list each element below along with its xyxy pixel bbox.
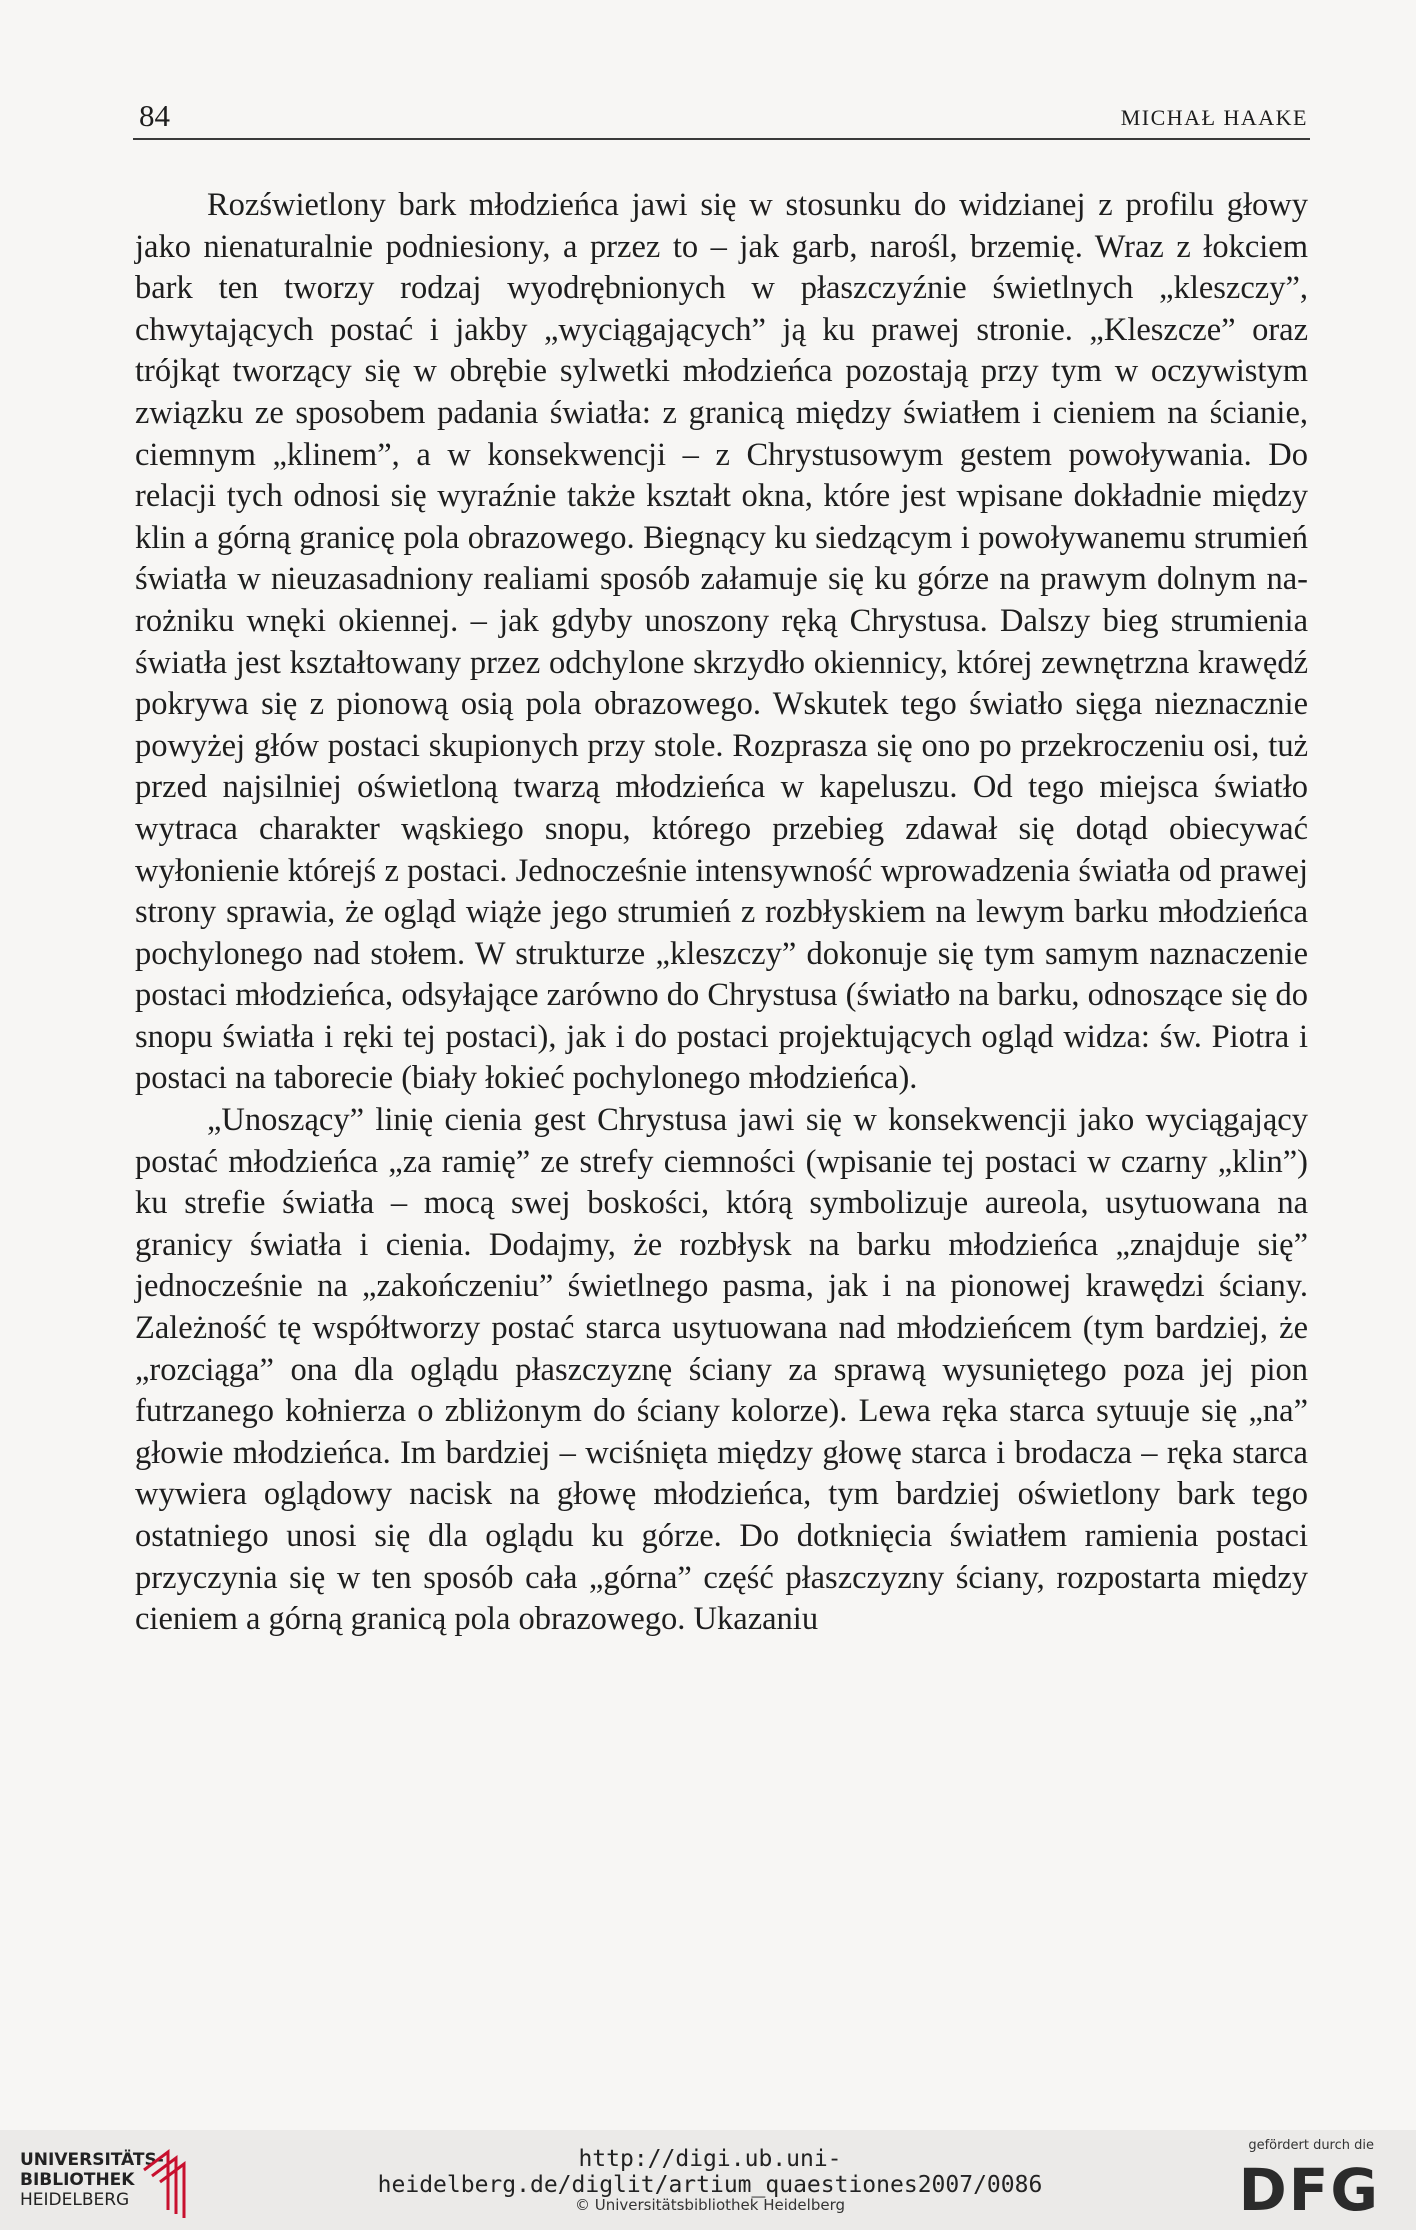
running-head: MICHAŁ HAAKE <box>1120 105 1308 130</box>
university-logo-icon <box>138 2140 196 2220</box>
copyright-notice: © Universitätsbibliothek Heidelberg <box>574 2196 845 2214</box>
library-name: UNIVERSITÄTS- BIBLIOTHEK HEIDELBERG <box>20 2150 164 2210</box>
source-url-link[interactable]: http://digi.ub.uni-heidelberg.de/diglit/artium_quaestiones2007/0086 <box>377 2146 1043 2198</box>
funding-label: gefördert durch die <box>1248 2138 1374 2153</box>
page-header <box>133 92 1310 140</box>
paragraph: Rozświetlony bark młodzieńca jawi się w stosunku do widzianej z profilu głowy jako nienaturalnie podniesiony, a przez to – jak garb, narośl, brzemię. Wraz z łokciem bark ten tworzy rodzaj wyodrębnionych w płaszczyźnie świetlnych „kleszczy”, chwytających postać i jakby „wyciągających” ją ku prawej stronie. „Kleszcze” oraz trójkąt tworzący się w obrębie sylwetki młodzieńca pozostają przy tym w oczywistym związku ze sposobem padania światła: z granicą między światłem i cieniem na ścianie, ciemnym „klinem”, a w konsekwencji – z Chrystusowym gestem powoływania. Do relacji tych odnosi się wyraźnie także kształt okna, które jest wpisane dokładnie między klin a górną granicę pola obrazowego. Biegnący ku siedzącym i powoływanemu strumień światła w nieuzasadniony realiami sposób załamuje się ku górze na prawym dolnym narożniku wnęki okiennej. – jak gdyby unoszony ręką Chrystusa. Dalszy bieg strumienia światła jest kształtowany przez odchylone skrzydło okiennicy, której zewnętrzna krawędź pokrywa się z pionową osią pola obrazowego. Wskutek tego światło sięga nieznacznie powyżej głów postaci skupionych przy stole. Rozprasza się ono po przekroczeniu osi, tuż przed najsilniej oświetloną twarzą młodzieńca w kapeluszu. Od tego miejsca światło wytraca charakter wąskiego snopu, którego przebieg zdawał się dotąd obiecywać wyłonienie którejś z postaci. Jednocześnie intensywność wprowadzenia światła od prawej strony sprawia, że ogląd wiąże jego strumień z rozbłyskiem na lewym barku młodzieńca pochylonego nad stołem. W strukturze „kleszczy” dokonuje się tym samym naznaczenie postaci młodzieńca, odsyłające zarówno do Chrystusa (światło na barku, odnoszące się do snopu światła i ręki tej postaci), jak i do postaci projektujących ogląd widza: św. Piotra i postaci na taborecie (biały łokieć pochylonego młodzieńca). <box>135 187 1308 1097</box>
page-number: 84 <box>139 98 170 133</box>
dfg-logo: DFG <box>1238 2156 1380 2224</box>
body-text <box>135 185 1308 1641</box>
footer-bar <box>0 2130 1416 2230</box>
paragraph: „Unoszący” linię cienia gest Chrystusa jawi się w konsekwencji jako wyciągający postać młodzieńca „za ramię” ze strefy ciemności (wpisanie tej postaci w czarny „klin”) ku strefie światła – mocą swej boskości, którą symbolizuje aureola, usytuowana na granicy światła i cienia. Dodajmy, że rozbłysk na barku młodzieńca „znajduje się” jednocześnie na „zakończeniu” świetlnego pasma, jak i na pionowej krawędzi ściany. Zależność tę współtworzy postać starca usytuowana nad młodzieńcem (tym bardziej, że „rozciąga” ona dla oglądu płaszczyznę ściany za sprawą wysuniętego poza jej pion futrzanego kołnierza o zbliżonym do ściany kolorze). Lewa ręka starca sytuuje się „na” głowie młodzieńca. Im bardziej – wciśnięta między głowę starca i brodacza – ręka starca wywiera oglądowy nacisk na głowę młodzieńca, tym bardziej oświetlony bark tego ostatniego unosi się dla oglądu ku górze. Do dotknięcia światłem ramienia postaci przyczynia się w ten sposób cała „górna” część płaszczyzny ściany, rozpostarta między cieniem a górną granicą pola obrazowego. Ukazaniu <box>135 1102 1308 1638</box>
